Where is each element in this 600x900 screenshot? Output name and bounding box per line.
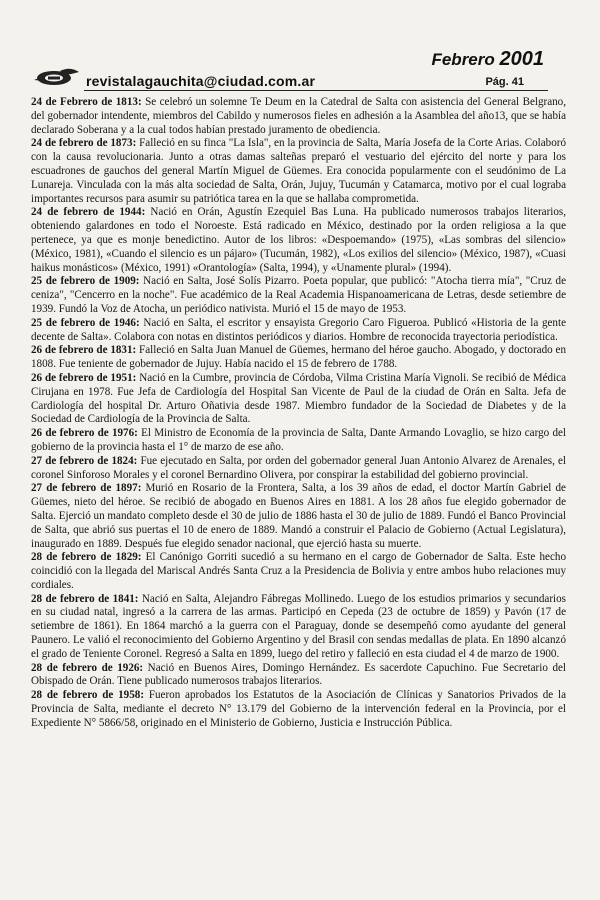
entry-text: Nació en la Cumbre, provincia de Córdoba, Vilma Cristina María Vignoli. Se recibió de Médica Cirujana en 1978. Fue Jefa de Cardiología del Hospital San Vicente de Paul de la ciudad de Orán en Salta. Jefa de Cardiología del hospital Dr. Arturo Oñativia desde 1987. Miembro fundador de la Sociedad de Diabetes y de la Sociedad de Cardiología de la Provincia de Salta. [31, 371, 566, 426]
entry-date: 26 de febrero de 1831: [31, 344, 137, 357]
entry-text: Nació en Salta, el escritor y ensayista Gregorio Caro Figueroa. Publicó «Historia de la gente decente de Salta». Colabora con notas en distintos periódicos y diarios. Hombre de reconocida trayectoria periodística. [31, 316, 566, 343]
entry-date: 24 de febrero de 1944: [31, 206, 146, 219]
entry-text: Nació en Salta, José Solís Pizarro. Poeta popular, que publicó: "Atocha tierra mía", "Cruz de ceniza", "Cencerro en la noche". Fue académico de la Real Academia Hispanoamericana de Letras, desde setiembre de 1939. Fundó la Voz de Atocha, un periódico nativista. Murió el 15 de mayo de 1953. [31, 275, 566, 315]
entry-text: El Canónigo Gorriti sucedió a su hermano en el cargo de Gobernador de Salta. Este hecho coincidió con la llegada del Mariscal Andrés Santa Cruz a la Presidencia de Bolivia y entre ambos hubo relaciones muy cordiales. [31, 551, 566, 591]
ephemeris-entry [31, 275, 566, 316]
ephemeris-entry [31, 455, 566, 483]
entry-text: Fue ejecutado en Salta, por orden del gobernador general Juan Antonio Alvarez de Arenales, el coronel Sinforoso Morales y el coronel Bernardino Olivera, por conspirar la estabilidad del gobierno provincial. [31, 454, 566, 481]
entry-date: 25 de febrero de 1946: [31, 316, 140, 329]
ephemeris-entry [31, 427, 566, 455]
ephemeris-entry [31, 551, 566, 592]
entry-text: Nació en Buenos Aires, Domingo Hernández. Es sacerdote Capuchino. Fue Secretario del Obispado de Orán. Tiene publicado numerosos trabajos literarios. [31, 661, 566, 688]
entry-date: 28 de febrero de 1841: [31, 592, 139, 605]
entry-text: Falleció en su finca "La Isla", en la provincia de Salta, María Josefa de la Corte Arias. Colaboró con la causa revolucionaria. Junto a otras damas salteñas preparó el vestuario del ejército del norte y para los escuadrones de gauchos del general Martín Miguel de Güemes. Era conocida popularmente con el seudónimo de La Lunareja. Vinculada con la más alta sociedad de Salta, Orán, Jujuy, Tucumán y Catamarca, motivo por el cual lograba importantes recursos para asumir su patriótica tarea en la que se hallaba comprometida. [31, 137, 566, 205]
ephemeris-entry [31, 662, 566, 690]
gaucho-logo-icon [32, 66, 82, 88]
entry-date: 28 de febrero de 1926: [31, 661, 144, 674]
entry-date: 24 de febrero de 1873: [31, 137, 137, 150]
contact-email: revistalagauchita@ciudad.com.ar [86, 73, 316, 89]
entry-date: 28 de febrero de 1829: [31, 551, 142, 564]
entry-text: Se celebró un solemne Te Deum en la Catedral de Salta con asistencia del General Belgrano, del gobernador intendente, miembros del Cabildo y numerosos fieles en adhesión a la Asamblea del año13, que se había declarado Soberana y a la cual todos habían prestado juramento de obediencia. [31, 96, 567, 136]
ephemeris-entry [31, 137, 566, 206]
ephemeris-entry [31, 344, 566, 372]
entry-text: Nació en Orán, Agustín Ezequiel Bas Luna. Ha publicado numerosos trabajos literarios, obteniendo galardones en todo el Noroeste. Está radicado en México, destinado por la orden religiosa a la que pertenece, ya que es monje benedictino. Autor de los libros: «Despoemando» (1975), «Las sombras del silencio» (México, 1981), «Cuando el silencio es un pájaro» (Tucumán, 1982), «Los exilios del silencio» (México, 1987), «Cuasi haikus monásticos» (México, 1991) «Orantología» (Salta, 1994), y «Unamente plural» (1994). [31, 206, 566, 274]
entry-text: Nació en Salta, Alejandro Fábregas Mollinedo. Luego de los estudios primarios y secundarios en su ciudad natal, ingresó a la carrera de las armas. Participó en Cepeda (23 de octubre de 1859) y Pavón (17 de setiembre de 1861). En 1864 marchó a la guerra con el Paraguay, donde se desempeñó como ayudante del general Paunero. Le valió el reconocimiento del Gobierno Argentino y del Brasil con sendas medallas de plata. En 1890 alcanzó el grado de Teniente Coronel. Regresó a Salta en 1899, luego del retiro y falleció en esta ciudad el 4 de marzo de 1900. [31, 592, 566, 660]
page-header [0, 0, 600, 96]
entry-date: 25 de febrero de 1909: [31, 275, 140, 288]
page-number: Pág. 41 [485, 76, 524, 88]
ephemeris-entry [31, 372, 566, 427]
ephemeris-entry [31, 317, 566, 345]
entry-text: Murió en Rosario de la Frontera, Salta, a los 39 años de edad, el doctor Martín Gabriel de Güemes, nieto del héroe. Se recibió de abogado en Buenos Aires en 1881. A los 28 años fue elegido gobernador de Salta. Ejerció un mandato completo desde el 30 de julio de 1886 hasta el 30 de julio de 1889. Fundó el Banco Provincial de Salta, que abrió sus puertas el 10 de enero de 1889. Mandó a construir el Palacio de Gobierno (Actual Legislatura), inaugurado en 1889. Después fue elegido senador nacional, que ejerció hasta su muerte. [31, 482, 566, 550]
issue-year: 2001 [499, 48, 544, 70]
entry-date: 24 de Febrero de 1813: [31, 96, 142, 108]
ephemerides-list [31, 96, 566, 731]
entry-date: 26 de febrero de 1951: [31, 371, 137, 384]
entry-text: Fueron aprobados los Estatutos de la Asociación de Clínicas y Sanatorios Privados de la Provincia de Salta, mediante el decreto N° 13.179 del Gobierno de la intervención federal en la Provincia, por el Expediente N° 5866/58, originado en el Ministerio de Gobierno, Justicia e Instrucción Pública. [31, 689, 566, 729]
ephemeris-entry [31, 96, 566, 137]
entry-text: Falleció en Salta Juan Manuel de Güemes, hermano del héroe gaucho. Abogado, y doctorado en 1808. Fue teniente de gobernador de Jujuy. Había nacido el 15 de febrero de 1788. [31, 344, 566, 371]
entry-date: 26 de febrero de 1976: [31, 427, 138, 440]
entry-date: 28 de febrero de 1958: [31, 689, 145, 702]
entry-date: 27 de febrero de 1897: [31, 482, 142, 495]
ephemeris-entry [31, 593, 566, 662]
ephemeris-entry [31, 689, 566, 730]
entry-date: 27 de febrero de 1824: [31, 454, 138, 467]
ephemeris-entry [31, 206, 566, 275]
header-divider [84, 90, 548, 91]
issue-date [431, 48, 544, 71]
ephemeris-entry [31, 482, 566, 551]
issue-month: Febrero [431, 50, 495, 69]
entry-text: El Ministro de Economía de la provincia de Salta, Dante Armando Lovaglio, se hizo cargo del gobierno de la provincia hasta el 1° de marzo de ese año. [31, 427, 566, 453]
